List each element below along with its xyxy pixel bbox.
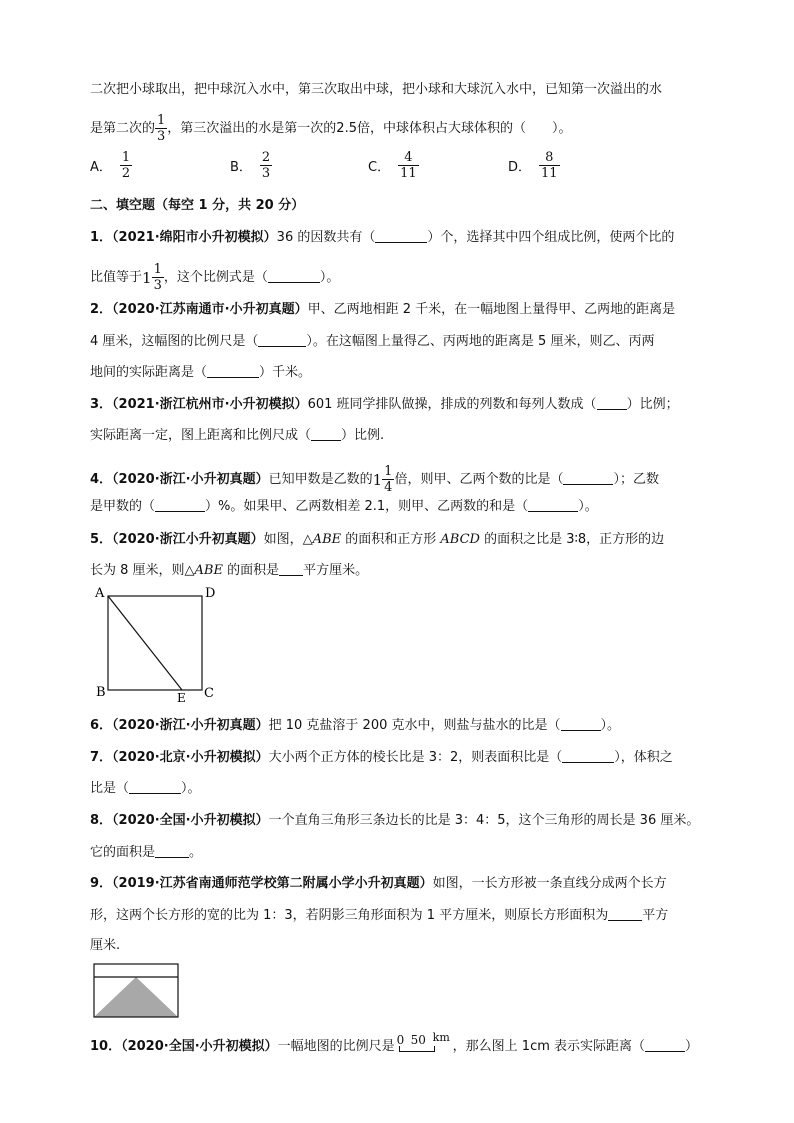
question-7-line-1: 7．（2020·北京·小升初模拟）大小两个正方体的棱长比是 3：2，则表面积比是（ ），体积之 (90, 750, 673, 765)
question-8-line-2: 它的面积是 。 (90, 845, 203, 860)
label-b: B (96, 685, 106, 700)
answer-blank[interactable] (597, 395, 627, 410)
question-2-line-1: 2．（2020·江苏南通市·小升初真题）甲、乙两地相距 2 千米，在一幅地图上量得甲、乙两地的距离是 (90, 302, 676, 317)
question-10-line-1: 10．（2020·全国·小升初模拟）一幅地图的比例尺是 0 50 km ，那么图上 1cm 表示实际距离（ ） (90, 1031, 699, 1054)
answer-blank[interactable] (207, 363, 259, 378)
question-3-line-1: 3．（2021·浙江杭州市·小升初模拟）601 班同学排队做操，排成的列数和每列人数成（ ）比例； (90, 397, 679, 412)
question-1-line-2: 比值等于1 $\frac{1}{3}$ ，这个比例式是（ ）。 (90, 262, 340, 293)
question-3-source: （2021·浙江杭州市·小升初模拟） (112, 397, 308, 412)
square-outline (108, 596, 202, 690)
answer-blank[interactable] (562, 748, 614, 763)
answer-blank[interactable] (608, 906, 642, 921)
question-8-source: （2020·全国·小升初模拟） (112, 813, 269, 828)
question-4-source: （2020·浙江·小升初真题） (112, 472, 269, 487)
section-title: 二、填空题（每空 1 分，共 20 分） (90, 198, 305, 213)
option-c-fraction: $\frac{4}{11}$ (400, 150, 417, 181)
answer-blank[interactable] (561, 716, 601, 731)
question-2-line-3: 地间的实际距离是（ ）千米。 (90, 365, 312, 380)
question-1-source: （2021·绵阳市小升初模拟） (112, 230, 277, 245)
question-4-line-2: 是甲数的（ ）%。如果甲、乙两数相差 2.1，则甲、乙两数的和是（ ）。 (90, 499, 598, 514)
label-c: C (204, 686, 214, 701)
question-6-line-1: 6．（2020·浙江·小升初真题）把 10 克盐溶于 200 克水中，则盐与盐水的比是（ ）。 (90, 718, 621, 733)
label-e: E (177, 691, 186, 702)
question-9-line-3: 厘米. (90, 938, 121, 953)
shaded-triangle (94, 977, 178, 1017)
option-b-fraction: $\frac{2}{3}$ (261, 150, 271, 181)
option-d-fraction: $\frac{8}{11}$ (541, 150, 558, 181)
mixed-number-1-1-4: 1 (372, 470, 383, 489)
answer-blank[interactable] (311, 426, 341, 441)
question-5-line-2: 长为 8 厘米，则△ABE 的面积是 平方厘米。 (90, 563, 369, 578)
fraction-one-third: $\frac{1}{3}$ (157, 113, 166, 144)
segment-ae (108, 596, 182, 690)
mixed-number-1-1-3: 1 (142, 268, 152, 287)
question-2-source: （2020·江苏南通市·小升初真题） (112, 302, 308, 317)
option-d[interactable]: D． $\frac{8}{11}$ (508, 150, 558, 181)
label-a: A (95, 586, 105, 601)
question-10-source: （2020·全国·小升初模拟） (121, 1039, 278, 1054)
question-9-line-1: 9．（2019·江苏省南通师范学校第二附属小学小升初真题）如图，一长方形被一条直线分成两个长方 (90, 876, 667, 891)
answer-blank[interactable] (279, 561, 303, 576)
answer-blank[interactable] (155, 497, 205, 512)
question-9-line-2: 形，这两个长方形的宽的比为 1：3，若阴影三角形面积为 1 平方厘米，则原长方形面积为 平方 (90, 908, 669, 923)
intro-line-1: 二次把小球取出，把中球沉入水中，第三次取出中球，把小球和大球沉入水中，已知第一次溢出的水 (90, 82, 663, 97)
answer-blank[interactable] (563, 470, 613, 485)
square-abcd-figure (90, 584, 230, 702)
answer-blank[interactable] (258, 332, 306, 347)
rectangle-figure (92, 962, 182, 1020)
answer-blank[interactable] (375, 228, 427, 243)
question-8-line-1: 8．（2020·全国·小升初模拟）一个直角三角形三条边长的比是 3：4：5，这个三角形的周长是 36 厘米。 (90, 813, 700, 828)
question-5-source: （2020·浙江小升初真题） (112, 532, 264, 547)
question-4-line-1: 4．（2020·浙江·小升初真题）已知甲数是乙数的1 $\frac{1}{4}$ 倍，则甲、乙两个数的比是（ ）；乙数 (90, 464, 659, 495)
scale-bar: 0 50 km (395, 1034, 453, 1054)
answer-blank[interactable] (129, 779, 181, 794)
option-b[interactable]: B． $\frac{2}{3}$ (230, 150, 271, 181)
question-2-line-2: 4 厘米，这幅图的比例尺是（ ）。在这幅图上量得乙、丙两地的距离是 5 厘米，则乙、丙两 (90, 334, 655, 349)
option-a[interactable]: A． $\frac{1}{2}$ (90, 150, 131, 181)
question-9-source: （2019·江苏省南通师范学校第二附属小学小升初真题） (112, 876, 433, 891)
answer-blank[interactable] (645, 1037, 685, 1052)
question-5-line-1: 5．（2020·浙江小升初真题）如图，△ABE 的面积和正方形 ABCD 的面积之比是 3∶8，正方形的边 (90, 532, 665, 547)
question-6-source: （2020·浙江·小升初真题） (112, 718, 269, 733)
option-a-fraction: $\frac{1}{2}$ (121, 150, 131, 181)
answer-blank[interactable] (268, 268, 320, 283)
question-7-line-2: 比是（ ）。 (90, 781, 201, 796)
intro-text-b: ，第三次溢出的水是第一次的2.5倍，中球体积占大球体积的（ ）。 (167, 121, 572, 136)
question-3-line-2: 实际距离一定，图上距离和比例尺成（ ）比例. (90, 428, 385, 443)
question-7-source: （2020·北京·小升初模拟） (112, 750, 269, 765)
intro-line-2 (90, 113, 706, 144)
answer-blank[interactable] (155, 843, 189, 858)
label-d: D (205, 586, 216, 601)
intro-text-a: 是第二次的 (90, 121, 156, 136)
question-1-line-1: 1．（2021·绵阳市小升初模拟）36 的因数共有（ ）个，选择其中四个组成比例，使两个比的 (90, 230, 675, 245)
answer-blank[interactable] (528, 497, 578, 512)
option-c[interactable]: C． $\frac{4}{11}$ (368, 150, 417, 181)
